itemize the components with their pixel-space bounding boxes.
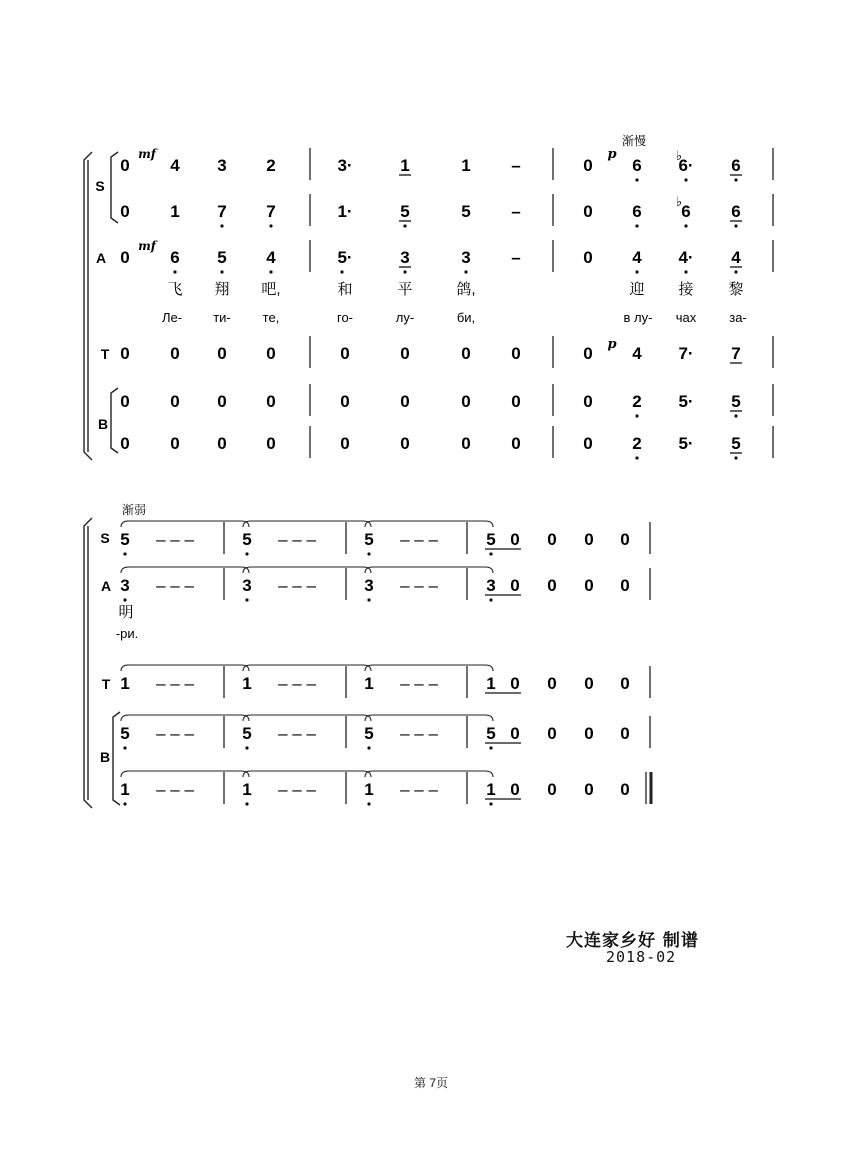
note: 0 (583, 202, 593, 221)
lyric-ru: -ри. (115, 626, 139, 641)
octave-dot (367, 598, 370, 601)
note: 0 (340, 344, 350, 363)
octave-dot (464, 270, 467, 273)
hold-dash: – – – (400, 724, 438, 743)
octave-dot (734, 270, 737, 273)
octave-dot (220, 224, 223, 227)
note: 0 (620, 530, 630, 549)
lyric-cn: 鸽, (456, 281, 476, 298)
note: 3 (120, 576, 130, 595)
note: 5 (486, 724, 496, 743)
note: 0 (584, 530, 594, 549)
note: 5 (461, 202, 471, 221)
note: 0 (340, 392, 350, 411)
note: 3 (400, 248, 410, 267)
flat-sign: ♭ (675, 148, 683, 163)
octave-dot (684, 224, 687, 227)
tie-arc (365, 665, 493, 671)
tie-arc (365, 567, 493, 573)
tie-arc (365, 771, 493, 777)
octave-dot (367, 746, 370, 749)
note: 4· (678, 248, 694, 267)
voice-label-t: T (101, 676, 111, 692)
note: 4 (170, 156, 180, 175)
lyric-cn: 吧, (261, 281, 281, 298)
page-number: 第 7页 (413, 1076, 448, 1090)
octave-dot (173, 270, 176, 273)
lyric-cn: 飞 (167, 281, 183, 298)
system-1 (84, 133, 773, 460)
lyric-ru: те, (262, 310, 280, 325)
note: 6 (170, 248, 180, 267)
tempo-mark: 渐慢 (621, 134, 647, 148)
note: 1 (120, 780, 130, 799)
note: – (511, 248, 521, 267)
note: 6 (632, 202, 642, 221)
tie-arc (121, 521, 249, 527)
lyric-ru: ти- (213, 310, 231, 325)
lyric-cn: 平 (397, 281, 413, 298)
lyric-ru: за- (729, 310, 747, 325)
note: 0 (120, 392, 130, 411)
lyric-ru: в лу- (623, 310, 653, 325)
lyric-ru: би, (456, 310, 476, 325)
octave-dot (123, 802, 126, 805)
note: 5 (242, 724, 252, 743)
note: 2 (632, 434, 642, 453)
octave-dot (734, 224, 737, 227)
octave-dot (367, 802, 370, 805)
note: 0 (583, 248, 593, 267)
dynamic-mf: mf (138, 147, 156, 161)
octave-dot (245, 802, 248, 805)
note: – (511, 156, 521, 175)
note: 0 (584, 724, 594, 743)
note: 0 (584, 674, 594, 693)
system-2 (84, 503, 651, 808)
tie-arc (121, 567, 249, 573)
tie-arc (243, 771, 371, 777)
lyric-cn: 明 (118, 604, 134, 621)
note: 3 (364, 576, 374, 595)
hold-dash: – – – (400, 780, 438, 799)
note: 0 (620, 576, 630, 595)
note: 5· (678, 392, 694, 411)
dim-mark: 渐弱 (121, 503, 147, 517)
note: 6 (632, 156, 642, 175)
note: 0 (461, 344, 471, 363)
octave-dot (734, 178, 737, 181)
note: 1 (461, 156, 471, 175)
note: 7 (731, 344, 741, 363)
tie-arc (243, 521, 371, 527)
hold-dash: – – – (156, 530, 194, 549)
note: 0 (120, 202, 130, 221)
note: 0 (400, 344, 410, 363)
lyric-cn: 迎 (629, 281, 645, 298)
octave-dot (489, 802, 492, 805)
octave-dot (489, 598, 492, 601)
note: 7 (266, 202, 276, 221)
note: 1 (170, 202, 180, 221)
hold-dash: – – – (400, 674, 438, 693)
note: 0 (510, 576, 520, 595)
octave-dot (489, 552, 492, 555)
octave-dot (684, 270, 687, 273)
tie-arc (121, 771, 249, 777)
octave-dot (403, 270, 406, 273)
note: 0 (547, 530, 557, 549)
octave-dot (245, 552, 248, 555)
note: 5 (364, 724, 374, 743)
hold-dash: – – – (156, 576, 194, 595)
lyric-cn: 黎 (728, 281, 744, 298)
octave-dot (269, 270, 272, 273)
note: 0 (400, 434, 410, 453)
note: 0 (510, 530, 520, 549)
note: 3· (337, 156, 353, 175)
note: 4 (266, 248, 276, 267)
lyric-cn: 接 (678, 281, 694, 298)
hold-dash: – – – (278, 576, 316, 595)
note: 0 (510, 724, 520, 743)
tie-arc (243, 567, 371, 573)
note: 5 (120, 530, 130, 549)
note: 5 (242, 530, 252, 549)
note: 0 (217, 392, 227, 411)
octave-dot (245, 598, 248, 601)
tie-arc (243, 715, 371, 721)
tie-arc (121, 715, 249, 721)
octave-dot (403, 224, 406, 227)
note: 0 (266, 392, 276, 411)
note: 3 (461, 248, 471, 267)
note: 4 (632, 248, 642, 267)
octave-dot (635, 414, 638, 417)
hold-dash: – – – (278, 780, 316, 799)
note: 4 (731, 248, 741, 267)
note: 1 (486, 780, 496, 799)
voice-label-s: S (95, 178, 105, 194)
note: 5· (678, 434, 694, 453)
lyric-cn: 和 (337, 281, 353, 298)
note: 0 (511, 392, 521, 411)
note: 0 (170, 344, 180, 363)
note: 0 (620, 724, 630, 743)
octave-dot (123, 598, 126, 601)
note: 0 (584, 576, 594, 595)
note: 0 (510, 674, 520, 693)
octave-dot (367, 552, 370, 555)
note: 2 (632, 392, 642, 411)
octave-dot (340, 270, 343, 273)
octave-dot (635, 456, 638, 459)
hold-dash: – – – (156, 780, 194, 799)
note: 0 (583, 392, 593, 411)
octave-dot (220, 270, 223, 273)
dynamic-mf: mf (138, 239, 156, 253)
note: 0 (266, 434, 276, 453)
hold-dash: – – – (278, 674, 316, 693)
note: 2 (266, 156, 276, 175)
octave-dot (269, 224, 272, 227)
note: 7· (678, 344, 694, 363)
note: 5 (731, 392, 741, 411)
lyric-ru: Ле- (161, 310, 183, 325)
note: 0 (170, 434, 180, 453)
note: 0 (510, 780, 520, 799)
note: 0 (583, 344, 593, 363)
tie-arc (365, 521, 493, 527)
octave-dot (734, 456, 737, 459)
tie-arc (243, 665, 371, 671)
note: 6 (731, 202, 741, 221)
octave-dot (635, 270, 638, 273)
note: 0 (620, 780, 630, 799)
note: 1 (364, 780, 374, 799)
note: 0 (120, 156, 130, 175)
note: 5 (400, 202, 410, 221)
tie-arc (121, 665, 249, 671)
octave-dot (635, 178, 638, 181)
tie-arc (365, 715, 493, 721)
note: 0 (340, 434, 350, 453)
note: 0 (461, 392, 471, 411)
voice-label-s: S (100, 530, 110, 546)
voice-label-t: T (100, 346, 110, 362)
note: 0 (217, 344, 227, 363)
note: 0 (511, 434, 521, 453)
dynamic-p: p (607, 147, 617, 162)
note: 0 (547, 674, 557, 693)
octave-dot (123, 746, 126, 749)
note: – (511, 202, 521, 221)
octave-dot (489, 746, 492, 749)
note: 6· (678, 156, 694, 175)
note: 0 (120, 248, 130, 267)
note: 0 (170, 392, 180, 411)
note: 4 (632, 344, 642, 363)
hold-dash: – – – (156, 674, 194, 693)
note: 0 (547, 576, 557, 595)
note: 1 (364, 674, 374, 693)
note: 1 (486, 674, 496, 693)
voice-label-a: A (100, 578, 112, 594)
note: 1 (120, 674, 130, 693)
note: 0 (217, 434, 227, 453)
octave-dot (684, 178, 687, 181)
note: 0 (583, 156, 593, 175)
note: 6 (731, 156, 741, 175)
note: 1· (337, 202, 353, 221)
voice-label-a: A (95, 250, 107, 266)
hold-dash: – – – (278, 724, 316, 743)
note: 5 (486, 530, 496, 549)
note: 5 (217, 248, 227, 267)
note: 3 (486, 576, 496, 595)
note: 0 (583, 434, 593, 453)
arranger-credit: 大连家乡好 制谱 (566, 931, 699, 951)
note: 0 (620, 674, 630, 693)
note: 3 (242, 576, 252, 595)
note: 1 (242, 674, 252, 693)
octave-dot (123, 552, 126, 555)
note: 0 (511, 344, 521, 363)
hold-dash: – – – (400, 530, 438, 549)
octave-dot (245, 746, 248, 749)
note: 0 (400, 392, 410, 411)
note: 0 (547, 780, 557, 799)
note: 1 (400, 156, 410, 175)
lyric-ru: го- (336, 310, 354, 325)
note: 0 (120, 344, 130, 363)
note: 7 (217, 202, 227, 221)
octave-dot (734, 414, 737, 417)
note: 3 (217, 156, 227, 175)
lyric-ru: лу- (395, 310, 415, 325)
hold-dash: – – – (400, 576, 438, 595)
note: 0 (120, 434, 130, 453)
hold-dash: – – – (278, 530, 316, 549)
lyric-ru: чах (675, 310, 697, 325)
note: 5 (731, 434, 741, 453)
octave-dot (635, 224, 638, 227)
note: 5 (120, 724, 130, 743)
arranged-date: 2018-02 (606, 948, 677, 966)
voice-label-b: B (97, 416, 109, 432)
note: 1 (242, 780, 252, 799)
hold-dash: – – – (156, 724, 194, 743)
note: 5· (337, 248, 353, 267)
dynamic-p: p (607, 337, 617, 352)
note: 6 (681, 202, 691, 221)
note: 5 (364, 530, 374, 549)
voice-label-b: B (99, 749, 111, 765)
note: 0 (547, 724, 557, 743)
lyric-cn: 翔 (214, 281, 230, 298)
note: 0 (266, 344, 276, 363)
flat-sign: ♭ (675, 194, 683, 209)
note: 0 (584, 780, 594, 799)
note: 0 (461, 434, 471, 453)
